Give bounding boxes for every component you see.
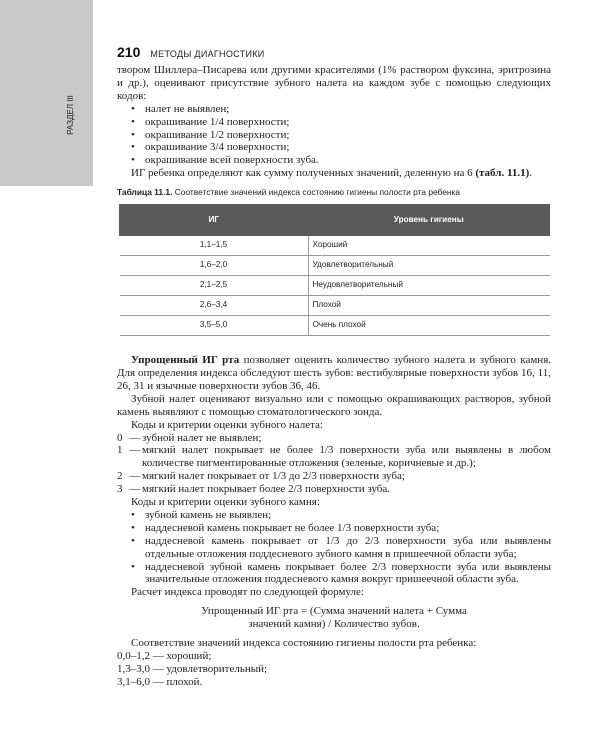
list-item: • окрашивание 1/4 поверхности; [117, 116, 551, 129]
list-item: • окрашивание всей поверхности зуба. [117, 154, 551, 167]
ig-cell: 2,1–2,5 [120, 276, 309, 296]
level-cell: Хороший [308, 236, 550, 256]
formula-line: значений камня) / Количество зубов. [248, 618, 420, 631]
column-header-ig: ИГ [120, 205, 309, 236]
column-header-level: Уровень гигиены [308, 205, 550, 236]
list-item: • окрашивание 1/2 поверхности; [117, 129, 551, 142]
page-number: 210 [117, 44, 141, 60]
level-cell: Неудовлетворительный [308, 276, 550, 296]
ig-definition-text: ИГ ребенка определяют как сумму полученных значений, деленную на 6 [131, 167, 473, 180]
code-number: 1 [117, 444, 123, 457]
page-header [117, 44, 265, 60]
plaque-codes-list [117, 432, 551, 497]
simplified-index-term: Упрощенный ИГ рта [131, 354, 240, 367]
simplified-index-section [117, 354, 551, 689]
table-caption-text: Соответствие значений индекса состоянию гигиены полости рта ребенка [174, 187, 461, 198]
list-item: • налет не выявлен; [117, 103, 551, 116]
ig-definition [117, 167, 551, 180]
list-item: • наддесневой камень покрывает от 1/3 до 2/3 поверхности зуба или выявлены отдельные отложения поддесневого зубного камня в пришеечной области зуба; [117, 535, 551, 561]
plaque-staining-list [117, 103, 551, 168]
ig-cell: 2,6–3,4 [120, 296, 309, 316]
code-text: мягкий налет покрывает более 2/3 поверхности зуба. [142, 483, 391, 496]
page-body [117, 64, 551, 689]
correspondence-heading: Соответствие значений индекса состоянию гигиены полости рта ребенка: [131, 637, 477, 650]
list-item: 1,3–3,0 — удовлетворительный; [117, 662, 268, 675]
level-cell: Очень плохой [308, 316, 550, 336]
simplified-index-paragraph [117, 354, 551, 393]
hygiene-index-table [119, 204, 550, 336]
code-number: 3 [117, 483, 123, 496]
table-row [120, 276, 550, 296]
table-caption-label: Таблица 11.1. [117, 187, 173, 198]
table-row [120, 296, 550, 316]
level-cell: Удовлетворительный [308, 256, 550, 276]
plaque-codes-heading: Коды и критерии оценки зубного налета: [131, 418, 323, 431]
code-number: 0 [117, 431, 123, 444]
list-item [117, 432, 551, 445]
section-side-tab [0, 0, 93, 186]
ig-definition-end: . [529, 167, 532, 180]
list-item [117, 444, 551, 470]
calculus-codes-heading: Коды и критерии оценки зубного камня: [131, 496, 320, 509]
ig-cell: 3,5–5,0 [120, 316, 309, 336]
code-dash: — [129, 470, 141, 483]
list-item: 0,0–1,2 — хороший; [117, 650, 212, 662]
ig-cell: 1,6–2,0 [120, 256, 309, 276]
table-header-row [120, 205, 550, 236]
code-text: мягкий налет покрывает от 1/3 до 2/3 поверхности зуба; [142, 470, 405, 483]
table-caption [117, 186, 551, 199]
formula-line: Упрощенный ИГ рта = (Сумма значений налета + Сумма [201, 605, 467, 618]
formula [117, 605, 551, 631]
ig-cell: 1,1–1,5 [120, 236, 309, 256]
list-item: 3,1–6,0 — плохой. [117, 675, 203, 688]
code-dash: — [129, 483, 141, 496]
section-label: РАЗДЕЛ III [65, 95, 75, 135]
table-row [120, 316, 550, 336]
simplified-index-description: позволяет оценить количество зубного налета и зубного камня. Для определения индекса обследуют шесть зубов: вестибулярные поверхности зубов 16, 11, 26, 31 и язычные поверхности зубов 36, 46. [117, 354, 551, 392]
formula-intro: Расчет индекса проводят по следующей формуле: [131, 586, 364, 599]
list-item: • окрашивание 3/4 поверхности; [117, 141, 551, 154]
code-dash: — [129, 431, 141, 444]
correspondence-list [117, 650, 551, 689]
list-item: • наддесневой зубной камень покрывает более 2/3 поверхности зуба или выявлены значительные отложения поддесневого камня вокруг пришеечной области зуба. [117, 561, 551, 587]
intro-paragraph: твором Шиллера–Писарева или другими красителями (1% раствором фуксина, эритрозина и др.), оценивают присутствие зубного налета на каждом зубе с помощью следующих кодов: [117, 64, 551, 102]
code-text: зубной налет не выявлен; [142, 431, 262, 444]
code-text: мягкий налет покрывает не более 1/3 поверхности зуба или выявлены в любом количестве пигментированные отложения (зеленые, коричневые и др.); [142, 444, 551, 470]
list-item [117, 470, 551, 483]
assessment-paragraph: Зубной налет оценивают визуально или с помощью окрашивающих растворов, зубной камень выявляют с помощью стоматологического зонда. [117, 392, 551, 418]
table-row [120, 236, 550, 256]
list-item: • наддесневой камень покрывает не более 1/3 поверхности зуба; [117, 522, 551, 535]
list-item: • зубной камень не выявлен; [117, 509, 551, 522]
running-title: МЕТОДЫ ДИАГНОСТИКИ [150, 49, 265, 59]
code-dash: — [129, 444, 141, 457]
table-reference-link: (табл. 11.1) [475, 167, 530, 180]
table-row [120, 256, 550, 276]
calculus-codes-list [117, 509, 551, 586]
code-number: 2 [117, 470, 123, 483]
list-item [117, 483, 551, 496]
level-cell: Плохой [308, 296, 550, 316]
